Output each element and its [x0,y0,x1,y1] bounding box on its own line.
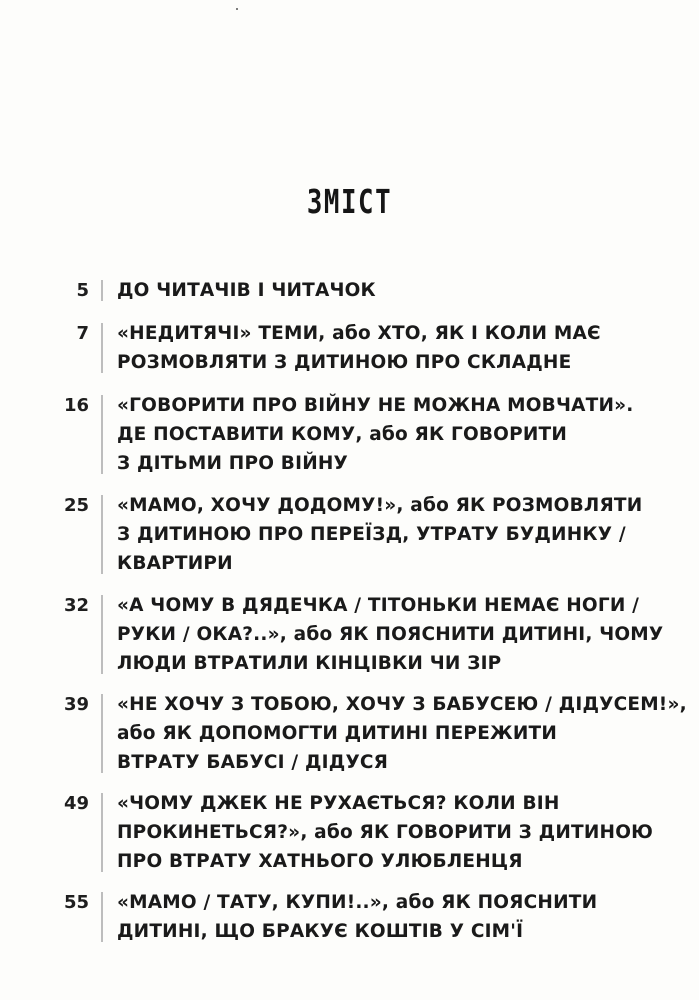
toc-page-number: 16 [63,395,89,416]
toc-entry-line: «МАМО / ТАТУ, КУПИ!..», або ЯК ПОЯСНИТИ [117,892,598,913]
toc-entry-line: РУКИ / ОКА?..», або ЯК ПОЯСНИТИ ДИТИНІ, ЧОМУ [117,624,664,645]
toc-entry [0,888,699,946]
toc-entry-title [117,276,687,305]
toc-page-number: 32 [63,595,89,616]
toc-entry-line: ЛЮДИ ВТРАТИЛИ КІНЦІВКИ ЧИ ЗІР [117,653,502,674]
toc-entry-line: ДИТИНІ, ЩО БРАКУЄ КОШТІВ У СІМ'Ї [117,921,524,942]
toc-entry-title [117,591,687,678]
toc-entry [0,491,699,578]
toc-entry-line: ВТРАТУ БАБУСІ / ДІДУСЯ [117,752,389,773]
toc-page-number: 55 [63,892,89,913]
toc-entry [0,591,699,678]
toc-divider [101,395,103,474]
toc-entry [0,789,699,876]
toc-entry-line: або ЯК ДОПОМОГТИ ДИТИНІ ПЕРЕЖИТИ [117,723,558,744]
toc-divider [101,495,103,574]
toc-entry-line: ПРОКИНЕТЬСЯ?», або ЯК ГОВОРИТИ З ДИТИНОЮ [117,822,654,843]
toc-entry [0,690,699,777]
toc-divider [101,280,103,301]
toc-entry-title [117,491,687,578]
toc-entry-line: ДЕ ПОСТАВИТИ КОМУ, або ЯК ГОВОРИТИ [117,424,568,445]
toc-entry-line: З ДІТЬМИ ПРО ВІЙНУ [117,453,349,474]
toc-entry-line: З ДИТИНОЮ ПРО ПЕРЕЇЗД, УТРАТУ БУДИНКУ / [117,524,626,545]
toc-entry-line: КВАРТИРИ [117,553,233,574]
toc-entry-line: РОЗМОВЛЯТИ З ДИТИНОЮ ПРО СКЛАДНЕ [117,352,572,373]
toc-entry-title [117,391,687,478]
toc-divider [101,694,103,773]
toc-divider [101,323,103,373]
toc-entry-title [117,690,687,777]
toc-entry-line: ПРО ВТРАТУ ХАТНЬОГО УЛЮБЛЕНЦЯ [117,851,523,872]
toc-entry-title [117,888,687,946]
toc-entry-line: «НЕ ХОЧУ З ТОБОЮ, ХОЧУ З БАБУСЕЮ / ДІДУСЕМ!», [117,694,687,715]
toc-entry-line: «ГОВОРИТИ ПРО ВІЙНУ НЕ МОЖНА МОВЧАТИ». [117,395,634,416]
toc-divider [101,793,103,872]
toc-entry-line: ДО ЧИТАЧІВ І ЧИТАЧОК [117,280,376,301]
toc-page-number: 39 [63,694,89,715]
toc-page-number: 7 [76,323,89,344]
toc-entry-line: «НЕДИТЯЧІ» ТЕМИ, або ХТО, ЯК І КОЛИ МАЄ [117,323,601,344]
toc-entry [0,391,699,478]
page-title: ЗМІСТ [306,182,393,221]
toc-entry-title [117,319,687,377]
toc-entry-line: «ЧОМУ ДЖЕК НЕ РУХАЄТЬСЯ? КОЛИ ВІН [117,793,560,814]
toc-entry-line: «А ЧОМУ В ДЯДЕЧКА / ТІТОНЬКИ НЕМАЄ НОГИ / [117,595,640,616]
toc-entry [0,319,699,377]
toc-page-number: 5 [76,280,89,301]
toc-entry [0,276,699,305]
toc-divider [101,892,103,942]
toc-entry-line: «МАМО, ХОЧУ ДОДОМУ!», або ЯК РОЗМОВЛЯТИ [117,495,643,516]
toc-page-number: 25 [63,495,89,516]
page-speck [236,8,238,10]
toc-page-number: 49 [63,793,89,814]
toc-divider [101,595,103,674]
toc-entry-title [117,789,687,876]
